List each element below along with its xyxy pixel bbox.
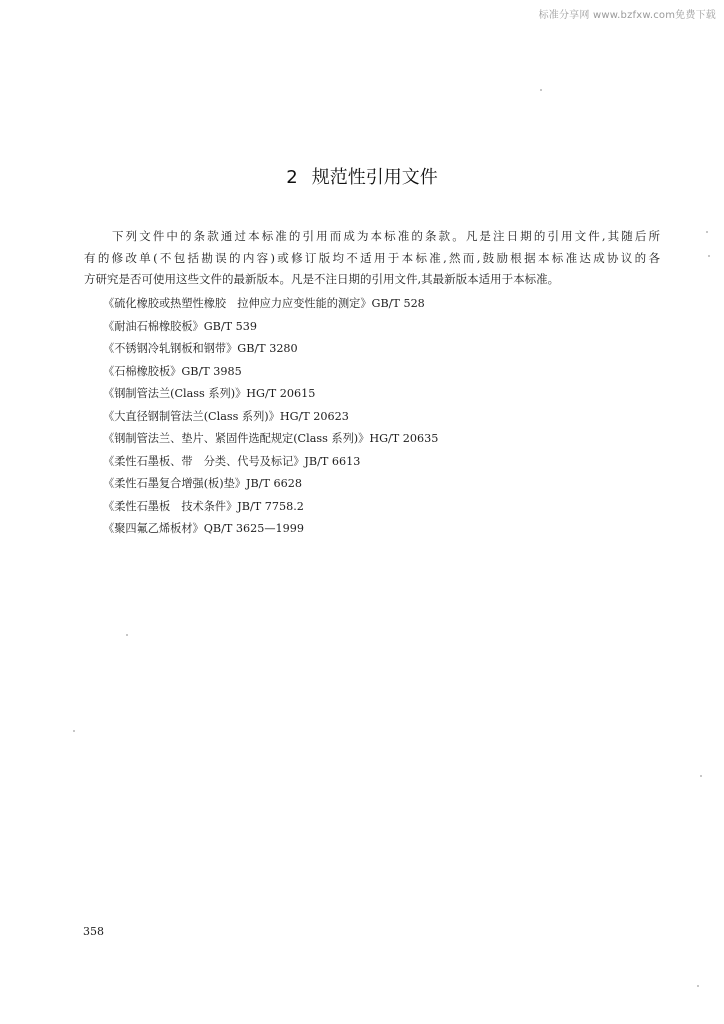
section-number: 2 (286, 167, 298, 188)
reference-item: 《大直径钢制管法兰(Class 系列)》HG/T 20623 (103, 409, 349, 423)
scan-speck (697, 985, 699, 987)
scan-speck (126, 634, 128, 636)
page-number: 358 (83, 925, 104, 938)
scan-speck (73, 730, 75, 732)
scan-speck (540, 89, 542, 91)
scan-speck (708, 255, 710, 257)
reference-item: 《柔性石墨板、带 分类、代号及标记》JB/T 6613 (103, 454, 361, 468)
scan-speck (706, 231, 708, 233)
reference-item: 《石棉橡胶板》GB/T 3985 (103, 364, 242, 378)
reference-item: 《钢制管法兰、垫片、紧固件选配规定(Class 系列)》HG/T 20635 (103, 432, 439, 445)
section-title: 规范性引用文件 (311, 167, 438, 188)
reference-item: 《不锈钢冷轧钢板和钢带》GB/T 3280 (103, 342, 298, 355)
scan-speck (700, 775, 702, 777)
reference-item: 《聚四氟乙烯板材》QB/T 3625—1999 (103, 522, 304, 535)
reference-item: 《钢制管法兰(Class 系列)》HG/T 20615 (103, 387, 316, 400)
reference-list (103, 293, 438, 541)
reference-item: 《硫化橡胶或热塑性橡胶 拉伸应力应变性能的测定》GB/T 528 (103, 297, 425, 310)
intro-paragraph (84, 226, 660, 291)
reference-item: 《柔性石墨复合增强(板)垫》JB/T 6628 (103, 477, 302, 490)
intro-line: 方研究是否可使用这些文件的最新版本。凡是不注日期的引用文件,其最新版本适用于本标准。 (84, 272, 560, 286)
reference-item: 《耐油石棉橡胶板》GB/T 539 (103, 319, 257, 333)
reference-item: 《柔性石墨板 技术条件》JB/T 7758.2 (103, 499, 304, 513)
section-heading (0, 163, 724, 189)
intro-line: 有的修改单(不包括勘误的内容)或修订版均不适用于本标准,然而,鼓励根据本标准达成协议的各 (84, 250, 660, 265)
intro-line: 下列文件中的条款通过本标准的引用而成为本标准的条款。凡是注日期的引用文件,其随后所 (112, 229, 660, 243)
watermark-text: 标准分享网 www.bzfxw.com免费下载 (538, 10, 716, 21)
